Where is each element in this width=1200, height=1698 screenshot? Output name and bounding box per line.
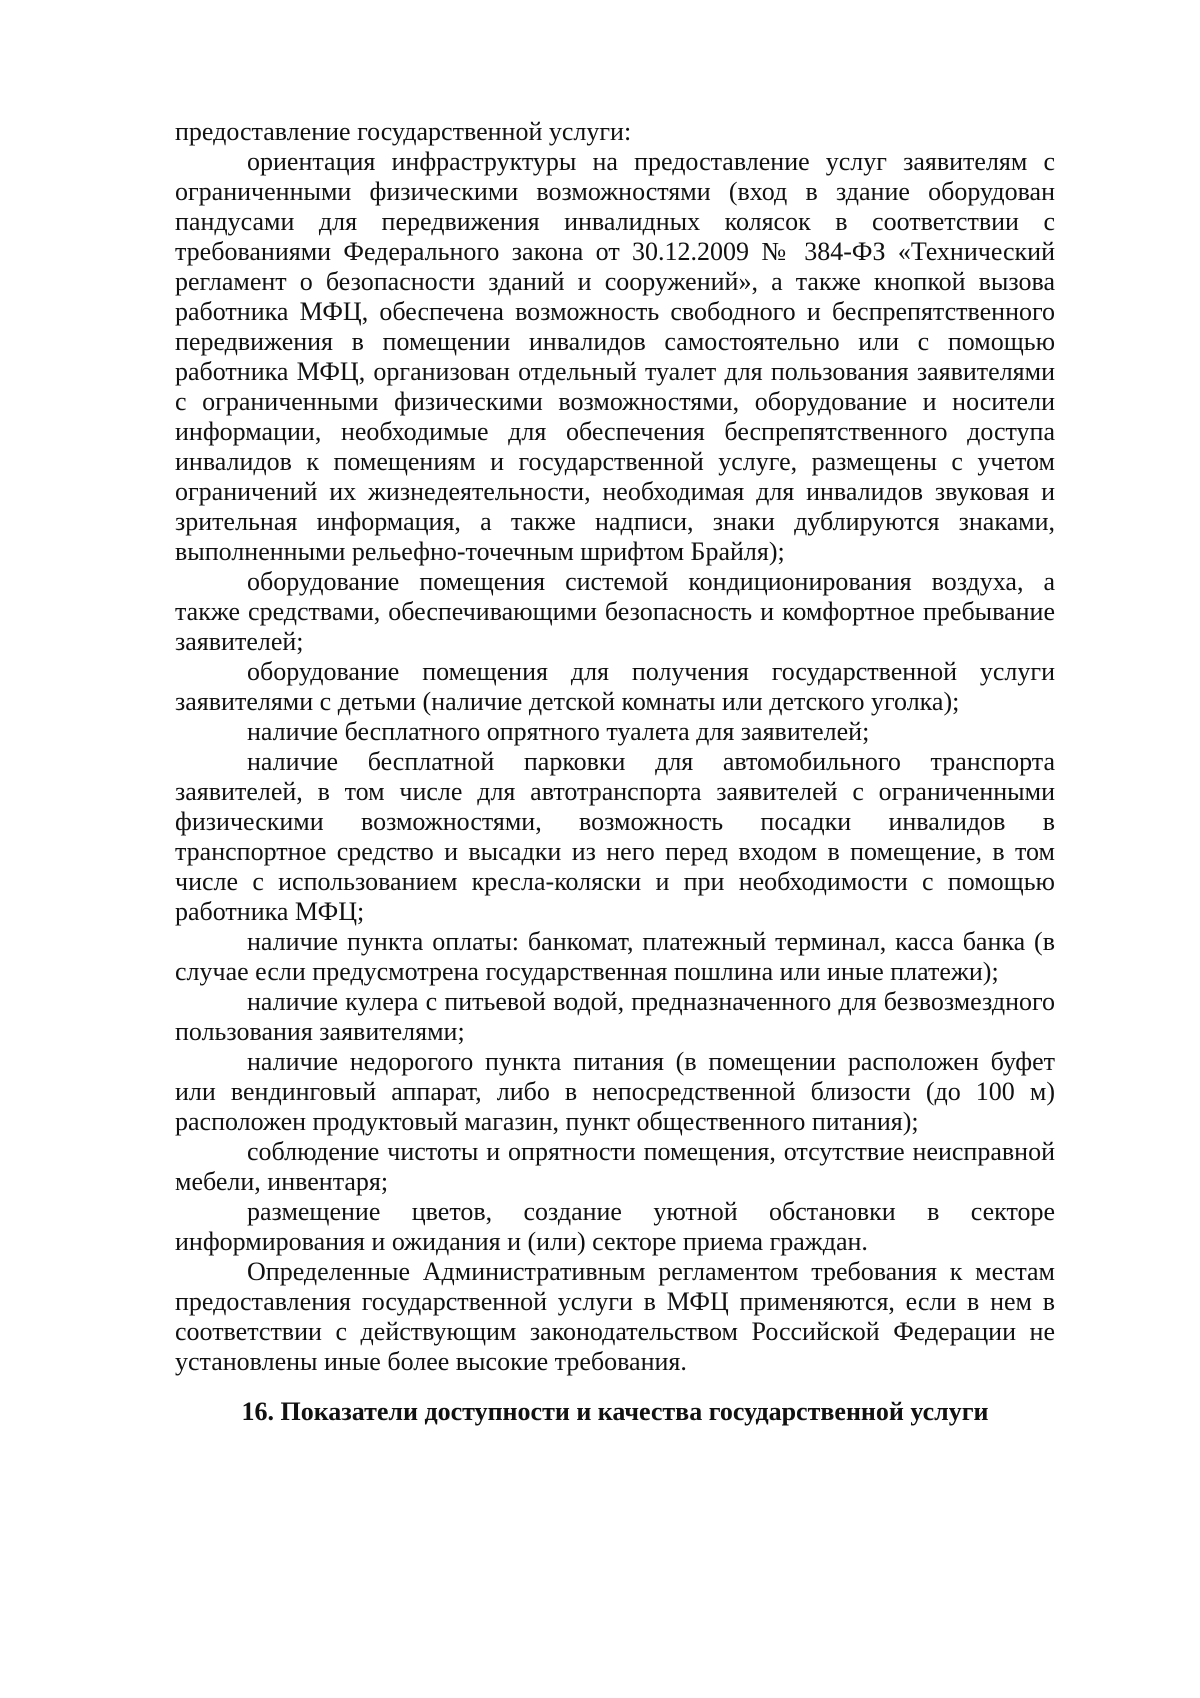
paragraph-intro: предоставление государственной услуги: bbox=[175, 117, 632, 146]
paragraph-water-cooler: наличие кулера с питьевой водой, предназначенного для безвозмездного пользования заявителями; bbox=[175, 987, 1055, 1046]
paragraph-flowers: размещение цветов, создание уютной обстановки в секторе информирования и ожидания и (или) секторе приема граждан. bbox=[175, 1197, 1055, 1256]
paragraph-cleanliness: соблюдение чистоты и опрятности помещения, отсутствие неисправной мебели, инвентаря; bbox=[175, 1137, 1055, 1196]
paragraph-payment-point: наличие пункта оплаты: банкомат, платежный терминал, касса банка (в случае если предусмотрена государственная пошлина или иные платежи); bbox=[175, 927, 1055, 986]
paragraph-food-point: наличие недорогого пункта питания (в помещении расположен буфет или вендинговый аппарат, либо в непосредственной близости (до 100 м) расположен продуктовый магазин, пункт общественного питания); bbox=[175, 1047, 1055, 1136]
paragraph-air-conditioning: оборудование помещения системой кондиционирования воздуха, а также средствами, обеспечивающими безопасность и комфортное пребывание заявителей; bbox=[175, 567, 1055, 656]
section-heading: 16. Показатели доступности и качества государственной услуги bbox=[241, 1397, 989, 1426]
body-text bbox=[175, 117, 1055, 1377]
paragraph-requirements: Определенные Административным регламентом требования к местам предоставления государственной услуги в МФЦ применяются, если в нем в соответствии с действующим законодательством Российской Федерации не установлены иные более высокие требования. bbox=[175, 1257, 1055, 1376]
paragraph-infrastructure: ориентация инфраструктуры на предоставление услуг заявителям с ограниченными физическими возможностями (вход в здание оборудован пандусами для передвижения инвалидных колясок в соответствии с требованиями Федерального закона от 30.12.2009 № 384-ФЗ «Технический регламент о безопасности зданий и сооружений», а также кнопкой вызова работника МФЦ, обеспечена возможность свободного и беспрепятственного передвижения в помещении инвалидов самостоятельно или с помощью работника МФЦ, организован отдельный туалет для пользования заявителями с ограниченными физическими возможностями, оборудование и носители информации, необходимые для обеспечения беспрепятственного доступа инвалидов к помещениям и государственной услуге, размещены с учетом ограничений их жизнедеятельности, необходимая для инвалидов звуковая и зрительная информация, а также надписи, знаки дублируются знаками, выполненными рельефно-точечным шрифтом Брайля); bbox=[175, 147, 1055, 566]
paragraph-toilet: наличие бесплатного опрятного туалета для заявителей; bbox=[247, 717, 870, 746]
paragraph-parking: наличие бесплатной парковки для автомобильного транспорта заявителей, в том числе для автотранспорта заявителей с ограниченными физическими возможностями, возможность посадки инвалидов в транспортное средство и высадки из него перед входом в помещение, в том числе с использованием кресла-коляски и при необходимости с помощью работника МФЦ; bbox=[175, 747, 1055, 926]
paragraph-children-room: оборудование помещения для получения государственной услуги заявителями с детьми (наличие детской комнаты или детского уголка); bbox=[175, 657, 1055, 716]
